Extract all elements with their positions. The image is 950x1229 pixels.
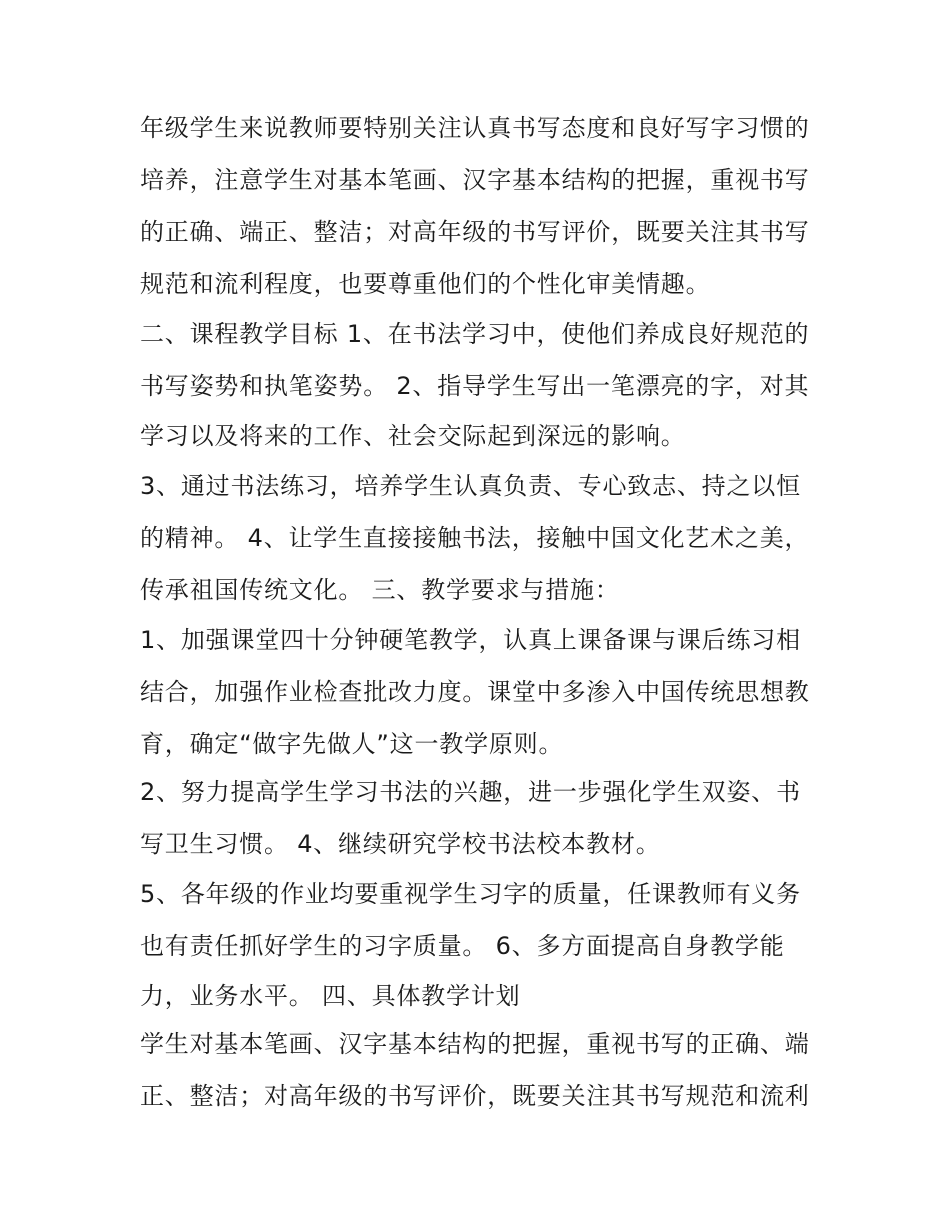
text-line: 正、整洁；对高年级的书写评价，既要关注其书写规范和流利 — [140, 1082, 810, 1110]
text-line: 书写姿势和执笔姿势。 2、指导学生写出一笔漂亮的字，对其 — [140, 372, 810, 400]
text-line: 学习以及将来的工作、社会交际起到深远的影响。 — [140, 422, 686, 450]
text-line: 育，确定“做字先做人”这一教学原则。 — [140, 730, 564, 758]
text-line: 培养，注意学生对基本笔画、汉字基本结构的把握，重视书写 — [140, 166, 810, 194]
text-line: 的精神。 4、让学生直接接触书法，接触中国文化艺术之美， — [140, 524, 810, 552]
text-line: 学生对基本笔画、汉字基本结构的把握，重视书写的正确、端 — [140, 1030, 810, 1058]
text-line: 规范和流利程度，也要尊重他们的个性化审美情趣。 — [140, 270, 711, 298]
text-line: 3、通过书法练习，培养学生认真负责、专心致志、持之以恒 — [140, 472, 801, 500]
text-line: 二、课程教学目标 1、在书法学习中，使他们养成良好规范的 — [140, 320, 810, 348]
text-line: 传承祖国传统文化。 三、教学要求与措施： — [140, 576, 620, 604]
text-line: 1、加强课堂四十分钟硬笔教学，认真上课备课与课后练习相 — [140, 626, 801, 654]
text-line: 年级学生来说教师要特别关注认真书写态度和良好写字习惯的 — [140, 114, 810, 142]
text-line: 的正确、端正、整洁；对高年级的书写评价，既要关注其书写 — [140, 218, 810, 246]
text-line: 结合，加强作业检查批改力度。课堂中多渗入中国传统思想教 — [140, 678, 810, 706]
text-line: 力，业务水平。 四、具体教学计划 — [140, 982, 521, 1010]
text-line: 2、努力提高学生学习书法的兴趣，进一步强化学生双姿、书 — [140, 778, 801, 806]
text-line: 写卫生习惯。 4、继续研究学校书法校本教材。 — [140, 830, 661, 858]
text-line: 也有责任抓好学生的习字质量。 6、多方面提高自身教学能 — [140, 932, 785, 960]
text-line: 5、各年级的作业均要重视学生习字的质量，任课教师有义务 — [140, 880, 801, 908]
